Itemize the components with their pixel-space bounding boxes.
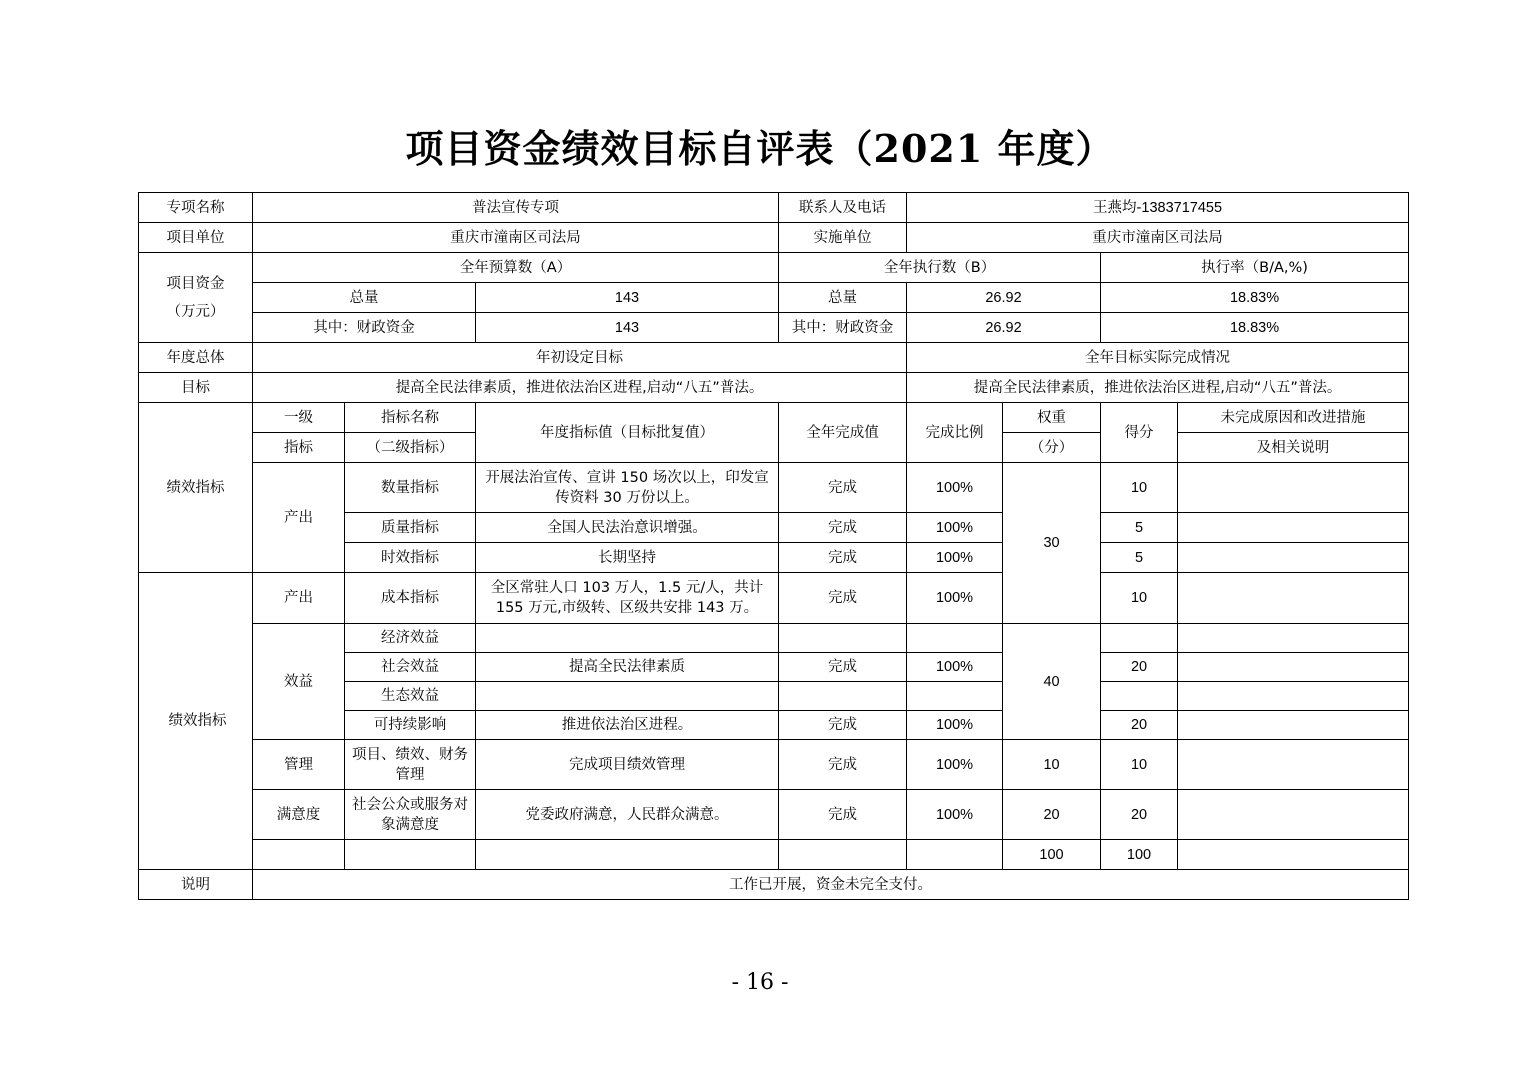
indicator-score [1101,624,1178,653]
indicator-done: 完成 [779,513,907,543]
benefit-label: 效益 [253,624,345,740]
indicator-target: 党委政府满意，人民群众满意。 [476,790,779,840]
indicator-reason [1178,653,1409,682]
col-reason-b: 及相关说明 [1178,433,1409,463]
actual-goal-header: 全年目标实际完成情况 [907,343,1409,373]
indicator-target: 开展法治宣传、宣讲 150 场次以上，印发宣传资料 30 万份以上。 [476,463,779,513]
indicator-done: 完成 [779,711,907,740]
note-text: 工作已开展，资金未完全支付。 [253,870,1409,900]
output-weight: 30 [1003,463,1101,624]
total-rate: 18.83% [1101,283,1409,313]
budget-header: 全年预算数（A） [253,253,779,283]
indicator-ratio: 100% [907,513,1003,543]
row-funds-fiscal [139,313,1409,343]
indicator-reason [1178,513,1409,543]
impl-unit-label: 实施单位 [779,223,907,253]
col-target: 年度指标值（目标批复值） [476,403,779,463]
indicator-reason [1178,790,1409,840]
total-budget: 143 [476,283,779,313]
indicator-score: 20 [1101,790,1178,840]
initial-goal-text: 提高全民法律素质，推进依法治区进程,启动“八五”普法。 [253,373,907,403]
funds-label-line2: （万元） [166,303,225,320]
table-row [139,740,1409,790]
indicator-name: 时效指标 [345,543,476,573]
indicator-ratio: 100% [907,740,1003,790]
impl-unit-value: 重庆市潼南区司法局 [907,223,1409,253]
project-unit-label: 项目单位 [139,223,253,253]
row-funds-total [139,283,1409,313]
indicator-done: 完成 [779,543,907,573]
total-weight: 100 [1003,840,1101,870]
funds-label-line1: 项目资金 [166,275,225,292]
indicator-name: 可持续影响 [345,711,476,740]
goals-label-line2: 目标 [139,373,253,403]
indicator-name: 质量指标 [345,513,476,543]
manage-label: 管理 [253,740,345,790]
indicator-done: 完成 [779,463,907,513]
indicator-target: 推进依法治区进程。 [476,711,779,740]
col-level1-b: 指标 [253,433,345,463]
page-title: 项目资金绩效目标自评表（2021 年度） [405,126,1115,171]
indicator-ratio: 100% [907,543,1003,573]
indicator-reason [1178,624,1409,653]
empty-cell [253,840,345,870]
output-label-2: 产出 [253,573,345,624]
indicator-name: 社会公众或服务对象满意度 [345,790,476,840]
indicator-name: 项目、绩效、财务管理 [345,740,476,790]
fiscal-budget: 143 [476,313,779,343]
indicator-ratio: 100% [907,463,1003,513]
col-ratio: 完成比例 [907,403,1003,463]
col-score: 得分 [1101,403,1178,463]
col-reason-a: 未完成原因和改进措施 [1178,403,1409,433]
empty-cell [907,840,1003,870]
actual-goal-text: 提高全民法律素质，推进依法治区进程,启动“八五”普法。 [907,373,1409,403]
indicator-ratio: 100% [907,573,1003,624]
total-exec: 26.92 [907,283,1101,313]
fiscal-exec-label: 其中：财政资金 [779,313,907,343]
indicator-score: 10 [1101,463,1178,513]
note-label: 说明 [139,870,253,900]
row-note [139,870,1409,900]
satisfaction-label: 满意度 [253,790,345,840]
goals-label-line1: 年度总体 [139,343,253,373]
col-weight-b: （分） [1003,433,1101,463]
contact-value: 王燕均-1383717455 [907,193,1409,223]
empty-cell [1178,840,1409,870]
row-goals-text [139,373,1409,403]
indicator-name: 经济效益 [345,624,476,653]
special-name-label: 专项名称 [139,193,253,223]
indicator-reason [1178,711,1409,740]
project-unit-value: 重庆市潼南区司法局 [253,223,779,253]
total-label: 总量 [253,283,476,313]
initial-goal-header: 年初设定目标 [253,343,907,373]
benefit-weight: 40 [1003,624,1101,740]
indicator-score: 20 [1101,711,1178,740]
page-number: - 16 - [731,970,789,995]
contact-label: 联系人及电话 [779,193,907,223]
output-label-1: 产出 [253,463,345,573]
empty-cell [779,840,907,870]
indicator-score: 5 [1101,513,1178,543]
indicator-reason [1178,543,1409,573]
indicator-name: 社会效益 [345,653,476,682]
indicator-ratio [907,624,1003,653]
col-name-b: （二级指标） [345,433,476,463]
indicator-target: 长期坚持 [476,543,779,573]
col-done: 全年完成值 [779,403,907,463]
indicator-score: 20 [1101,653,1178,682]
indicator-reason [1178,463,1409,513]
row-goals-header [139,343,1409,373]
self-evaluation-table [138,192,1409,900]
indicator-target: 完成项目绩效管理 [476,740,779,790]
table-row [139,463,1409,513]
fiscal-exec: 26.92 [907,313,1101,343]
indicator-target [476,682,779,711]
empty-cell [476,840,779,870]
table-row [139,624,1409,653]
indicator-reason [1178,682,1409,711]
indicator-ratio: 100% [907,790,1003,840]
indicator-done [779,682,907,711]
indicator-name: 生态效益 [345,682,476,711]
col-level1-a: 一级 [253,403,345,433]
indicator-ratio: 100% [907,711,1003,740]
special-name-value: 普法宣传专项 [253,193,779,223]
row-indicator-header-1 [139,403,1409,433]
fiscal-rate: 18.83% [1101,313,1409,343]
funds-label [139,253,253,343]
indicator-score: 10 [1101,573,1178,624]
rate-header: 执行率（B/A,%) [1101,253,1409,283]
indicator-ratio: 100% [907,653,1003,682]
indicator-target: 提高全民法律素质 [476,653,779,682]
indicator-name: 数量指标 [345,463,476,513]
indicator-reason [1178,573,1409,624]
table-row [139,573,1409,624]
indicator-target [476,624,779,653]
total-exec-label: 总量 [779,283,907,313]
indicator-score: 5 [1101,543,1178,573]
indicator-ratio [907,682,1003,711]
indicator-section-label-2: 绩效指标 [139,573,253,870]
indicator-score: 10 [1101,740,1178,790]
indicator-done: 完成 [779,653,907,682]
indicator-target: 全国人民法治意识增强。 [476,513,779,543]
fiscal-label: 其中：财政资金 [253,313,476,343]
row-funds-header [139,253,1409,283]
row-special-name [139,193,1409,223]
exec-header: 全年执行数（B） [779,253,1101,283]
indicator-weight: 10 [1003,740,1101,790]
indicator-weight: 20 [1003,790,1101,840]
col-name-a: 指标名称 [345,403,476,433]
indicator-score [1101,682,1178,711]
indicator-target: 全区常驻人口 103 万人，1.5 元/人，共计 155 万元,市级转、区级共安排 143 万。 [476,573,779,624]
indicator-done: 完成 [779,740,907,790]
indicator-done: 完成 [779,790,907,840]
indicator-name: 成本指标 [345,573,476,624]
indicator-done [779,624,907,653]
col-weight-a: 权重 [1003,403,1101,433]
indicator-reason [1178,740,1409,790]
indicator-section-label-1: 绩效指标 [139,403,253,573]
indicator-done: 完成 [779,573,907,624]
table-row [139,790,1409,840]
row-project-unit [139,223,1409,253]
empty-cell [345,840,476,870]
total-score: 100 [1101,840,1178,870]
row-totals [139,840,1409,870]
